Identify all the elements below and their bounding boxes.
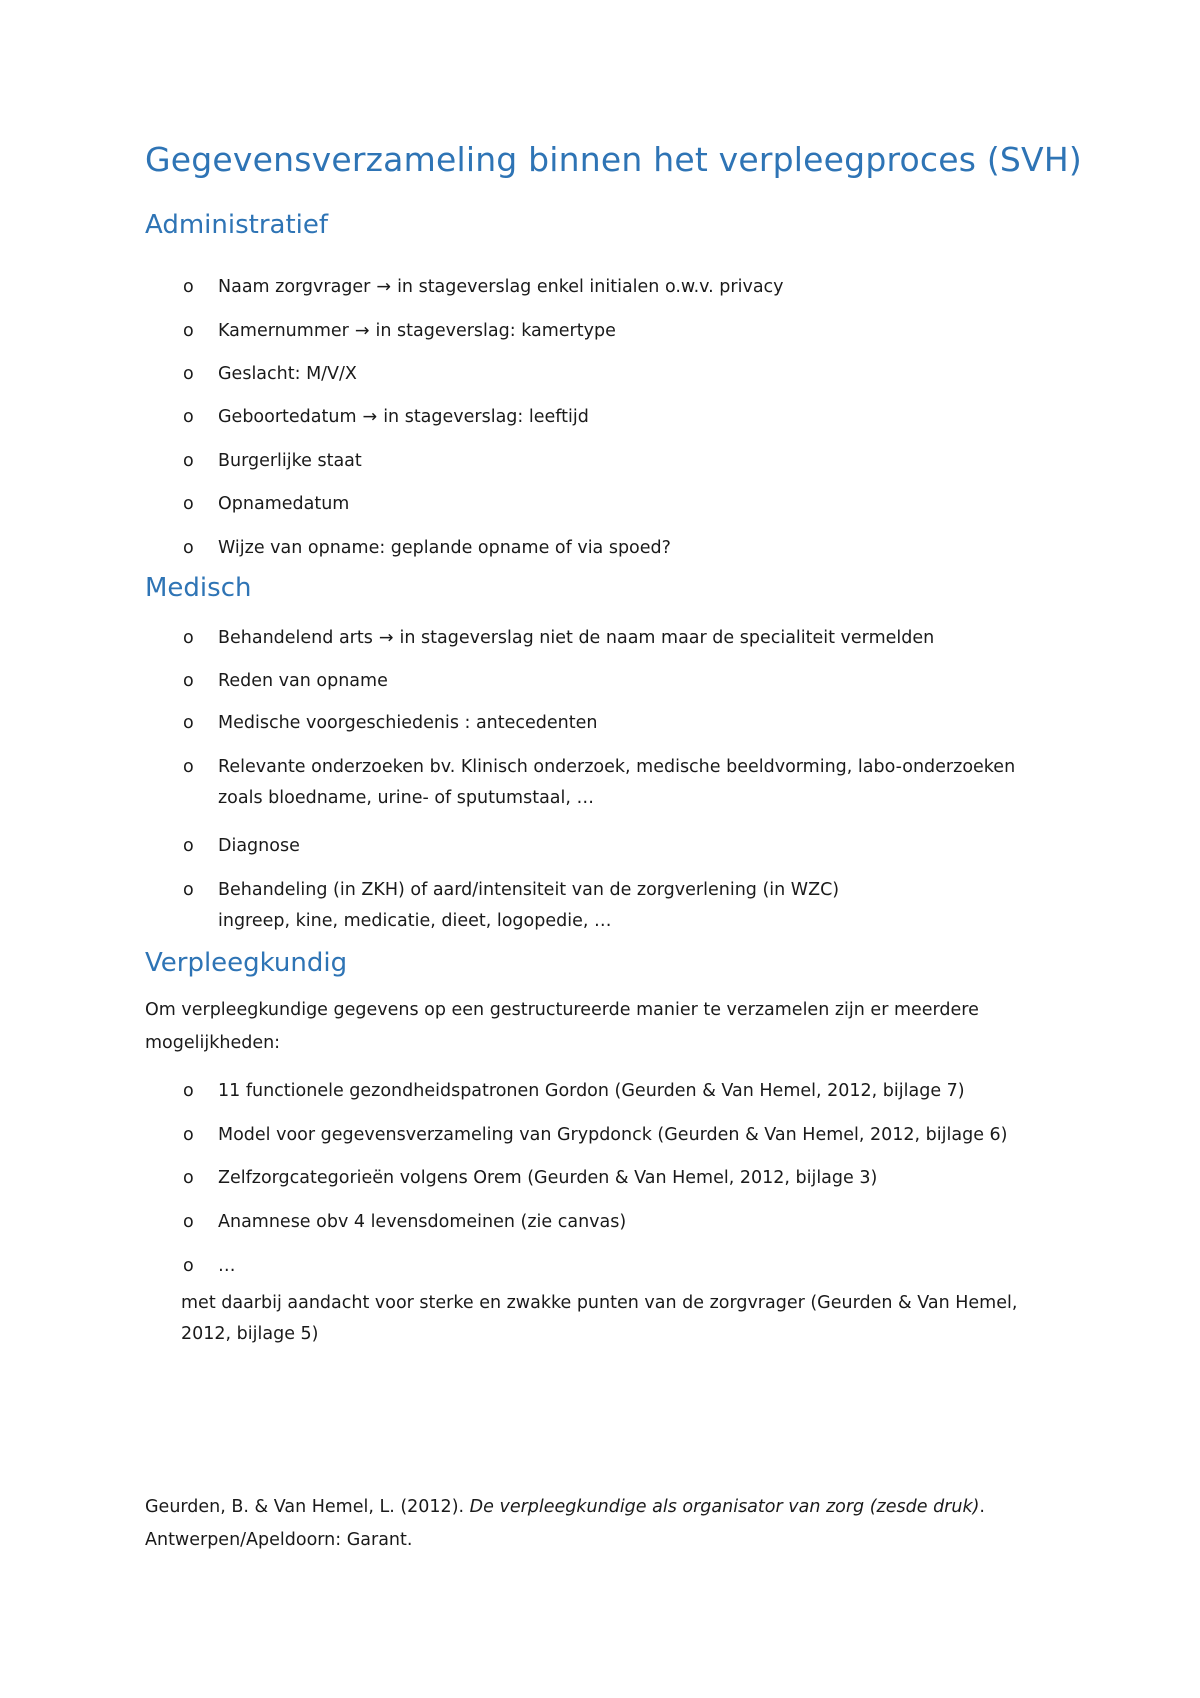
bullet-icon: o (183, 1256, 194, 1276)
bullet-icon: o (183, 277, 194, 297)
bullet-icon: o (183, 451, 194, 471)
reference-publisher: Antwerpen/Apeldoorn: Garant. (145, 1530, 413, 1550)
bullet-icon: o (183, 713, 194, 733)
reference-book-title: De verpleegkundige als organisator van zorg (zesde druk) (469, 1497, 980, 1517)
paragraph-line: met daarbij aandacht voor sterke en zwakke punten van de zorgvrager (Geurden & Van Hemel, (181, 1293, 1018, 1313)
bullet-icon: o (183, 407, 194, 427)
list-item-continuation: ingreep, kine, medicatie, dieet, logopedie, … (218, 911, 612, 931)
bullet-icon: o (183, 321, 194, 341)
bullet-icon: o (183, 1168, 194, 1188)
page-title: Gegevensverzameling binnen het verpleegproces (SVH) (145, 140, 1082, 179)
arrow-icon: → (362, 407, 378, 427)
bullet-icon: o (183, 1212, 194, 1232)
bullet-icon: o (183, 880, 194, 900)
heading-medisch: Medisch (145, 573, 252, 603)
bullet-icon: o (183, 836, 194, 856)
heading-administratief: Administratief (145, 210, 329, 240)
heading-verpleegkundig: Verpleegkundig (145, 948, 348, 978)
bullet-icon: o (183, 1081, 194, 1101)
arrow-icon: → (354, 321, 370, 341)
arrow-icon: → (376, 277, 392, 297)
list-item-continuation: zoals bloedname, urine- of sputumstaal, … (218, 788, 595, 808)
paragraph-line: mogelijkheden: (145, 1033, 281, 1053)
bullet-icon: o (183, 538, 194, 558)
arrow-icon: → (378, 628, 394, 648)
paragraph-line: 2012, bijlage 5) (181, 1324, 319, 1344)
bullet-icon: o (183, 628, 194, 648)
bullet-icon: o (183, 671, 194, 691)
document-page: Gegevensverzameling binnen het verpleegproces (SVH) Administratief o Naam zorgvrager → in stageverslag enkel initialen o.w.v. privacy o Kamernummer → in stageverslag: kamertype o Geslacht: M/V/X o Geboortedatum → in stageverslag: leeftijd o Burgerlijke staat o Opnamedatum o Wijze van opname: geplande opname of via spoed? Medisch o Behandelend arts → in stageverslag niet de naam maar de specialiteit vermelden o Reden van opname o Medische voorgeschiedenis : antecedenten o Relevante onderzoeken bv. Klinisch onderzoek, medische beeldvorming, labo-onderzoeken zoals bloedname, urine- of sputumstaal, … o Diagnose o Behandeling (in ZKH) of aard/intensiteit van de zorgverlening (in WZC) ingreep, kine, medicatie, dieet, logopedie, … Verpleegkundig Om verpleegkundige gegevens op een gestructureerde manier te verzamelen zijn er meerdere mogelijkheden: o 11 functionele gezondheidspatronen Gordon (Geurden & Van Hemel, 2012, bijlage 7) o Model voor gegevensverzameling van Grypdonck (Geurden & Van Hemel, 2012, bijlage 6) o Zelfzorgcategorieën volgens Orem (Geurden & Van Hemel, 2012, bijlage 3) o Anamnese obv 4 levensdomeinen (zie canvas) o … met daarbij aandacht voor sterke en zwakke punten van de zorgvrager (Geurden & Van Hemel, 2012, bijlage 5) Geurden, B. & Van Hemel, L. (2012). De verpleegkundige als organisator van zorg (zesde druk). Antwerpen/Apeldoorn: Garant. (145, 140, 1082, 1550)
bullet-icon: o (183, 364, 194, 384)
bullet-icon: o (183, 494, 194, 514)
bullet-icon: o (183, 1125, 194, 1145)
paragraph-line: Om verpleegkundige gegevens op een gestructureerde manier te verzamelen zijn er meerdere (145, 1000, 979, 1020)
bullet-icon: o (183, 757, 194, 777)
reference: Geurden, B. & Van Hemel, L. (2012). De verpleegkundige als organisator van zorg (zesde druk). (145, 1497, 985, 1517)
